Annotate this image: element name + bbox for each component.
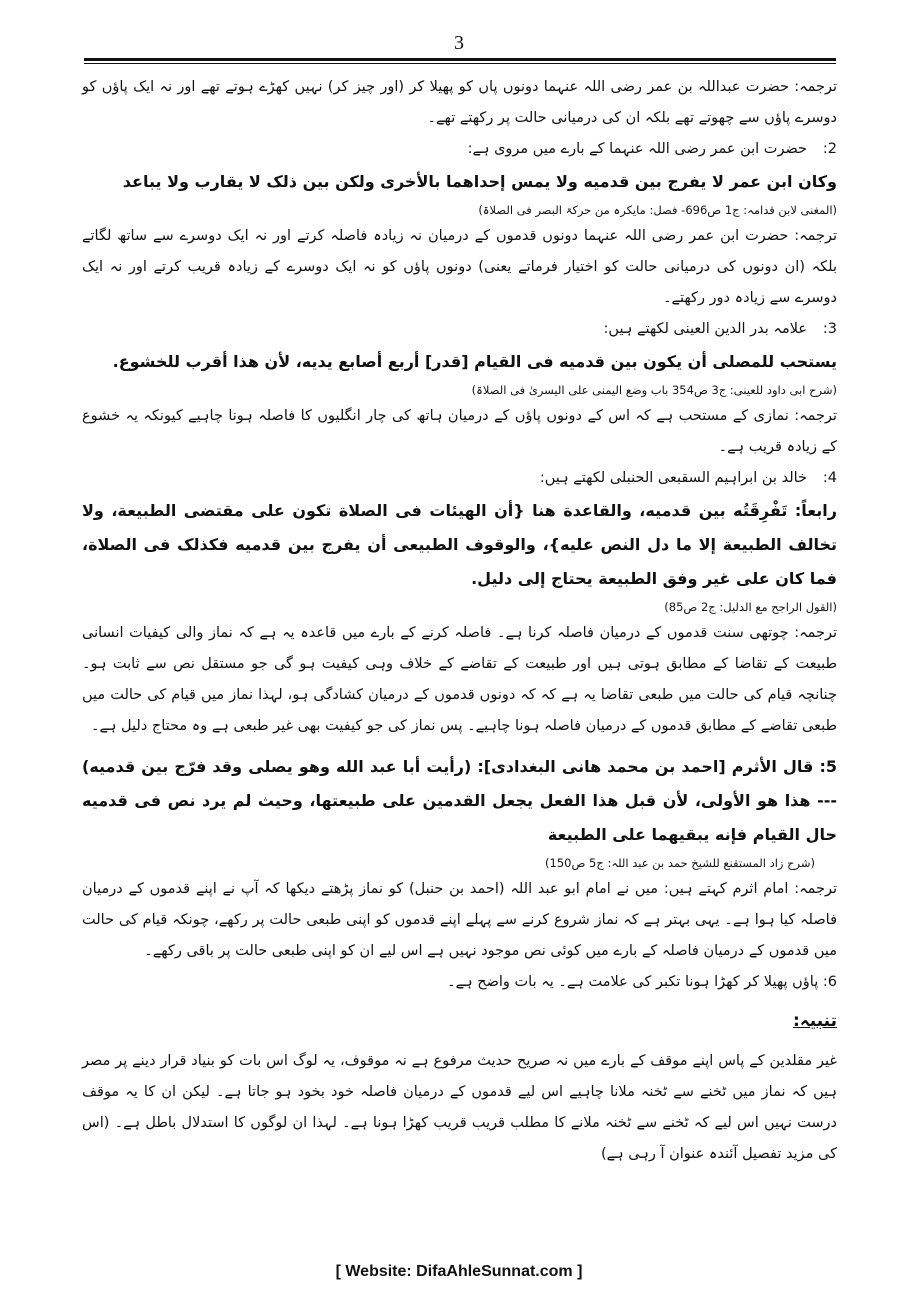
section-heading-text: علامہ بدر الدین العینی لکھتے ہیں: — [603, 321, 807, 337]
section-heading-text: حضرت ابن عمر رضی اللہ عنہما کے بارے میں مروی ہے: — [467, 141, 807, 157]
tanbih-text: غیر مقلدین کے پاس اپنے موقف کے بارے میں نہ صریح حدیث مرفوع ہے نہ موقوف، یہ لوگ اس بات کو بنیاد قرار دینے پر مصر ہیں کہ نماز میں ٹخنے سے ٹخنہ ملانا چاہیے اس لیے قدموں کے درمیان فاصلہ خود بخود ہو جاتا ہے۔ لیکن ان کا یہ موقف درست نہیں اس لیے کہ ٹخنے سے ٹخنہ ملانے کا مطلب قریب قریب کھڑا ہونا ہے۔ لہذا ان لوگوں کا استدلال باطل ہے۔ (اس کی مزید تفصیل آئندہ عنوان آ رہی ہے) — [82, 1053, 837, 1162]
translation-3: ترجمہ: نمازی کے مستحب ہے کہ اس کے دونوں پاؤں کے درمیان ہاتھ کی چار انگلیوں کا فاصلہ ہونا چاہیے کیونکہ یہ خشوع کے زیادہ قریب ہے۔ — [82, 408, 837, 455]
header-rule-thin — [84, 63, 836, 64]
section-number: 3: — [822, 321, 837, 337]
section-number: 2: — [822, 141, 837, 157]
tanbih-heading: تنبیہ: — [793, 1011, 837, 1031]
page-body — [82, 72, 837, 1170]
section-2-heading — [82, 134, 837, 165]
translation-1: ترجمہ: حضرت عبداللہ بن عمر رضی اللہ عنہما دونوں پاں کو پھیلا کر (اور چیز کر) نہیں کھڑے ہوتے تھے اور نہ ایک پاؤں کو دوسرے پاؤں سے چھوتے تھے بلکہ ان کی درمیانی حالت پر رکھتے تھے۔ — [82, 79, 837, 126]
translation-2: ترجمہ: حضرت ابن عمر رضی اللہ عنہما دونوں قدموں کے درمیان نہ زیادہ فاصلہ کرتے اور نہ ایک دوسرے سے ساتھ لگاتے بلکہ (ان دونوں کی درمیانی حالت کو اختیار فرماتے یعنی) دونوں پاؤں کو نہ ایک دوسرے کے زیادہ قریب کرتے اور نہ ایک دوسرے سے زیادہ دور رکھتے۔ — [82, 228, 837, 306]
section-3-heading — [82, 314, 837, 345]
section-heading-text: خالد بن ابراہیم السقبعی الحنبلی لکھتے ہیں: — [539, 470, 807, 486]
citation-4: (القول الراجح مع الدلیل: ج2 ص85) — [664, 600, 837, 614]
arabic-quote-5: 5: قال الأثرم [احمد بن محمد هانی البغدادی]: (رأیت أبا عبد الله وهو یصلی وقد فرّج بین قدمیه) --- هذا هو الأولی، لأن قبل هذا الفعل یجعل القدمین علی طبیعتها، وحیث لم یرد نص فی قدمیه حال القیام فإنه یبقیهما علی الطبیعة — [82, 757, 837, 844]
section-4-heading — [82, 463, 837, 494]
citation-2: (المغنی لابن قدامہ: ج1 ص696- فصل: مایکرہ من حرکۃ البصر فی الصلاۃ) — [478, 203, 837, 217]
point-6: 6: پاؤں پھیلا کر کھڑا ہونا تکبر کی علامت ہے۔ یہ بات واضح ہے۔ — [447, 974, 837, 990]
arabic-quote-4: رابعاً: تَفْرِقَتُه بین قدمیه، والقاعدة هنا {أن الهیئات فی الصلاة تکون علی مقتضی الطبیعة، ولا تخالف الطبیعة إلا ما دل النص علیه}، والوقوف الطبیعی أن یفرج بین قدمیه فکذلک فی الصلاة، فما کان علی غیر وفق الطبیعة یحتاج إلی دلیل. — [82, 501, 837, 588]
arabic-quote-2: وکان ابن عمر لا یفرج بین قدمیه ولا یمس إحداهما بالأخری ولکن بین ذلک لا یقارب ولا یباعد — [122, 172, 837, 191]
citation-5: (شرح زاد المستقنع للشیخ حمد بن عبد اللہ: ج5 ص150) — [545, 856, 815, 870]
page-number: 3 — [454, 32, 464, 54]
arabic-quote-3: یستحب للمصلی أن یکون بین قدمیه فی القیام [قدر] أربع أصابع یدیه، لأن هذا أقرب للخشوع. — [112, 352, 837, 371]
citation-3: (شرح ابی داود للعینی: ج3 ص354 باب وضع الیمنی علی الیسریٰ فی الصلاۃ) — [471, 383, 837, 397]
translation-4: ترجمہ: چوتھی سنت قدموں کے درمیان فاصلہ کرنا ہے۔ فاصلہ کرنے کے بارے میں قاعدہ یہ ہے کہ نماز والی کیفیات انسانی طبیعت کے تقاضا کے مطابق ہوتی ہیں اور طبیعت کے تقاضے کے خلاف وہی کیفیت ہو گی جو مستقل نص سے ثابت ہو۔ چنانچہ قیام کی حالت میں طبعی تقاضا یہ ہے کہ کہ دونوں قدموں کے درمیان کشادگی ہو، لہذا نماز میں قیام کی حالت میں طبعی تقاضے کے مطابق قدموں کے درمیان فاصلہ ہونا چاہیے۔ پس نماز کی جو کیفیت بھی غیر طبعی ہے وہ محتاج دلیل ہے۔ — [82, 625, 837, 734]
translation-5: ترجمہ: امام اثرم کہتے ہیں: میں نے امام ابو عبد اللہ (احمد بن حنبل) کو نماز پڑھتے دیکھا کہ آپ نے اپنے قدموں کے درمیان فاصلہ کیا ہوا ہے۔ یہی بہتر ہے کہ نماز شروع کرنے سے پہلے اپنے قدموں کو اپنی طبعی حالت پر رکھے، چونکہ قیام کی حالت میں قدموں کے درمیان فاصلہ کے بارے میں کوئی نص موجود نہیں ہے اس لیے ان کو اپنی طبعی حالت پر باقی رکھے۔ — [82, 881, 837, 959]
website-footer: [ Website: DifaAhleSunnat.com ] — [335, 1263, 583, 1280]
header-rule-thick — [84, 58, 836, 61]
section-number: 4: — [822, 470, 837, 486]
